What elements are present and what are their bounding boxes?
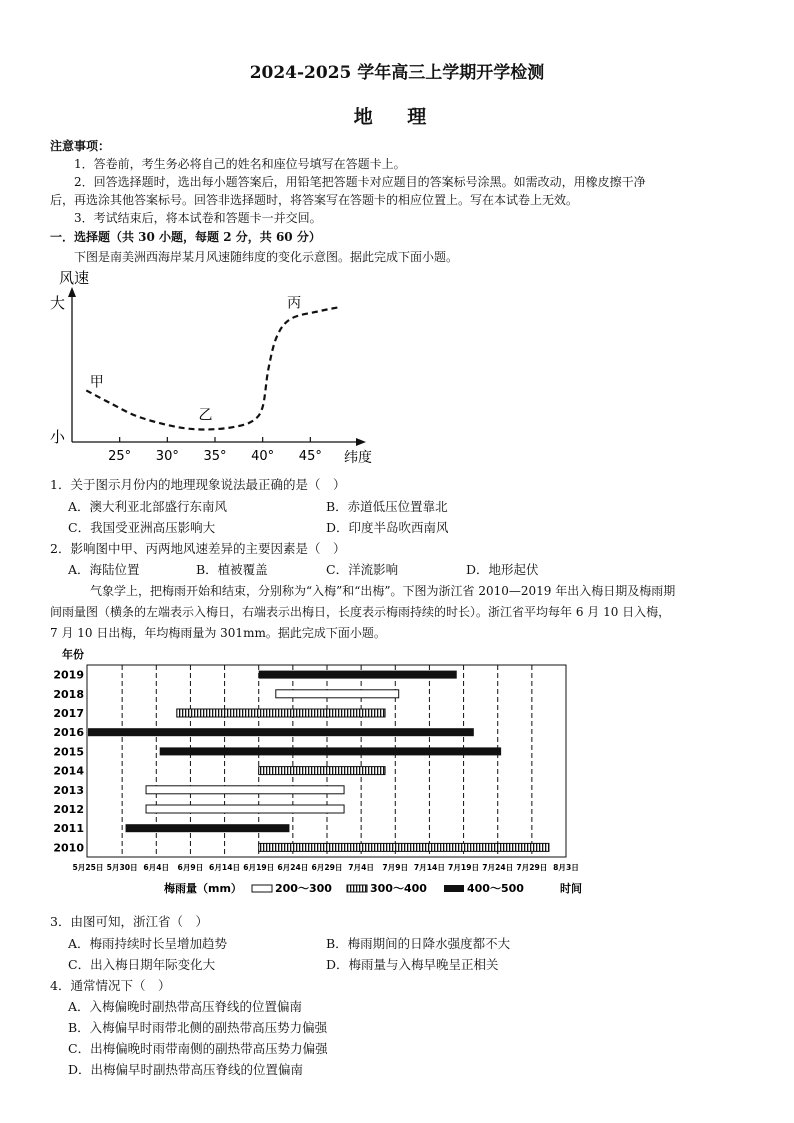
question-3-option-d[interactable]: D．梅雨量与入梅早晚呈正相关 (326, 957, 499, 972)
question-3-option-b[interactable]: B．梅雨期间的日降水强度都不大 (326, 936, 511, 951)
intro-meiyu-line3: 7 月 10 日出梅，年均梅雨量为 301mm。据此完成下面小题。 (50, 626, 386, 640)
intro-wind-chart: 下图是南美洲西海岸某月风速随纬度的变化示意图。据此完成下面小题。 (74, 250, 459, 264)
gantt-bar (259, 843, 549, 851)
year-label: 2018 (53, 687, 84, 701)
x-tick-label: 40° (251, 449, 275, 464)
x-tick-label: 8月3日 (553, 863, 579, 872)
gantt-bar (146, 805, 344, 813)
question-1-stem: 1．关于图示月份内的地理现象说法最正确的是（ ） (50, 477, 346, 492)
legend-label-hatched: 300～400 (370, 882, 427, 895)
section-heading: 一．选择题（共 30 小题，每题 2 分，共 60 分） (50, 230, 321, 244)
wind-speed-chart (48, 266, 388, 466)
x-tick-label: 6月19日 (243, 863, 275, 872)
question-2-option-b[interactable]: B．植被覆盖 (196, 562, 268, 577)
year-label: 2015 (53, 745, 84, 759)
x-tick-label: 5月25日 (72, 863, 104, 872)
x-tick-label: 6月9日 (177, 863, 204, 872)
question-2-option-a[interactable]: A．海陆位置 (68, 562, 140, 577)
y-axis-title: 年份 (62, 648, 84, 661)
curve-point-label: 乙 (198, 407, 213, 424)
x-tick-label: 7月4日 (348, 863, 375, 872)
x-tick-label: 6月29日 (311, 863, 343, 872)
legend-title: 梅雨量（mm） (164, 882, 242, 895)
gantt-bar (177, 709, 385, 717)
x-tick-label: 30° (155, 449, 179, 464)
curve-point-label: 甲 (89, 374, 104, 391)
note-item: 2．回答选择题时，选出每小题答案后，用铅笔把答题卡对应题目的答案标号涂黑。如需改动，用橡皮擦干净 (74, 175, 646, 189)
year-label: 2011 (53, 822, 84, 836)
gantt-bar (276, 690, 399, 698)
note-item: 3．考试结束后，将本试卷和答题卡一并交回。 (74, 211, 322, 225)
year-label: 2013 (53, 783, 84, 797)
year-label: 2019 (53, 668, 84, 682)
x-axis-arrow (356, 438, 366, 446)
meiyu-chart (50, 645, 610, 897)
gantt-bar (160, 747, 501, 755)
question-3-option-a[interactable]: A．梅雨持续时长呈增加趋势 (68, 936, 228, 951)
exam-title: 2024-2025 学年高三上学期开学检测 (249, 63, 545, 83)
question-1-option-c[interactable]: C．我国受亚洲高压影响大 (68, 520, 216, 535)
legend-swatch-open (252, 885, 272, 892)
x-tick-label: 7月29日 (516, 863, 548, 872)
question-1-option-a[interactable]: A．澳大利亚北部盛行东南风 (68, 499, 228, 514)
question-3-option-c[interactable]: C．出入梅日期年际变化大 (68, 957, 216, 972)
gantt-bar (146, 786, 344, 794)
question-2-stem: 2．影响图中甲、丙两地风速差异的主要因素是（ ） (50, 541, 346, 556)
intro-meiyu-line2: 间雨量图（横条的左端表示入梅日，右端表示出梅日，长度表示梅雨持续的时长）。浙江省平均每年 6 月 10 日入梅， (50, 605, 671, 619)
x-axis-title: 时间 (560, 882, 582, 895)
x-tick-label: 7月9日 (382, 863, 409, 872)
note-item: 后，再选涂其他答案标号。回答非选择题时，将答案写在答题卡的相应位置上。写在本试卷上无效。 (50, 193, 579, 207)
x-tick-label: 7月19日 (448, 863, 480, 872)
question-4-option-a[interactable]: A．入梅偏晚时副热带高压脊线的位置偏南 (68, 999, 303, 1014)
year-label: 2016 (53, 726, 84, 740)
x-tick-label: 35° (203, 449, 227, 464)
question-4-option-d[interactable]: D．出梅偏早时副热带高压脊线的位置偏南 (68, 1062, 304, 1077)
curve-point-label: 丙 (287, 295, 302, 312)
x-tick-label: 7月24日 (482, 863, 514, 872)
question-2-option-c[interactable]: C．洋流影响 (326, 562, 399, 577)
gantt-bar (126, 824, 290, 832)
question-4-option-b[interactable]: B．入梅偏早时雨带北侧的副热带高压势力偏强 (68, 1020, 328, 1035)
question-4-option-c[interactable]: C．出梅偏晚时雨带南侧的副热带高压势力偏强 (68, 1041, 328, 1056)
subject-title: 地 理 (353, 106, 441, 128)
intro-meiyu-line1: 气象学上，把梅雨开始和结束，分别称为“入梅”和“出梅”。下图为浙江省 2010—2019 年出入梅日期及梅雨期 (90, 584, 676, 598)
year-label: 2017 (53, 707, 84, 720)
y-axis-high-label: 大 (50, 294, 66, 312)
question-2-option-d[interactable]: D．地形起伏 (466, 562, 539, 577)
gantt-bar (88, 728, 474, 736)
x-tick-label: 25° (108, 449, 132, 464)
legend-label-open: 200～300 (275, 882, 332, 895)
x-tick-label: 45° (298, 449, 322, 464)
question-1-option-b[interactable]: B．赤道低压位置靠北 (326, 499, 448, 514)
x-tick-label: 6月4日 (143, 863, 170, 872)
y-axis-title: 风速 (59, 269, 90, 287)
notes-heading: 注意事项： (50, 139, 111, 153)
y-axis-arrow (68, 287, 76, 297)
question-4-stem: 4．通常情况下（ ） (50, 978, 171, 993)
legend-label-solid: 400～500 (467, 882, 524, 895)
x-tick-label: 6月24日 (277, 863, 309, 872)
gantt-bar (259, 767, 385, 775)
gantt-bar (259, 671, 457, 679)
legend-swatch-solid (444, 885, 464, 892)
year-label: 2012 (53, 803, 84, 816)
question-1-option-d[interactable]: D．印度半岛吹西南风 (326, 520, 449, 535)
x-tick-label: 7月14日 (413, 863, 445, 872)
note-item: 1．答卷前，考生务必将自己的姓名和座位号填写在答题卡上。 (74, 157, 406, 171)
year-label: 2010 (53, 841, 84, 855)
x-tick-label: 5月30日 (106, 863, 138, 872)
x-axis-title: 纬度 (344, 450, 372, 466)
wind-speed-line (86, 307, 339, 429)
legend-swatch-hatched (347, 885, 367, 892)
year-label: 2014 (53, 764, 84, 778)
y-axis-low-label: 小 (50, 428, 66, 446)
question-3-stem: 3．由图可知，浙江省（ ） (50, 914, 208, 929)
x-tick-label: 6月14日 (209, 863, 241, 872)
